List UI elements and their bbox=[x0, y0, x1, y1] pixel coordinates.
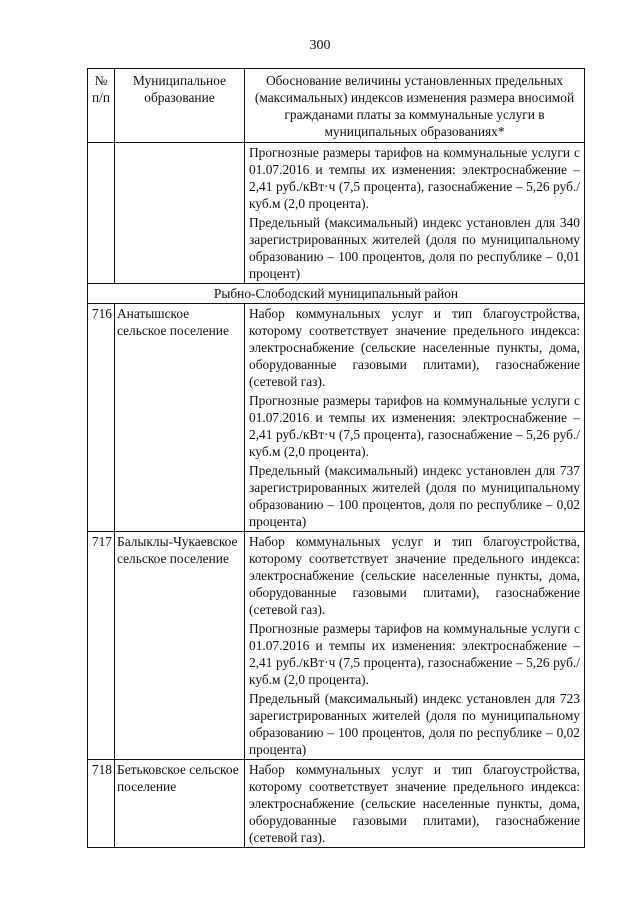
row-basis bbox=[245, 760, 585, 848]
row-municipality: Анатышское сельское поселение bbox=[115, 304, 245, 532]
row-municipality: Балыклы-Чукаевское сельское поселение bbox=[115, 532, 245, 760]
index-paragraph: Предельный (максимальный) индекс установлен для 737 зарегистрированных жителей (доля по муниципальному образованию – 100 процентов, доля по республике – 0,02 процента) bbox=[249, 463, 580, 529]
row-basis bbox=[245, 532, 585, 760]
tariff-paragraph: Прогнозные размеры тарифов на коммунальные услуги с 01.07.2016 и темпы их изменения: электроснабжение – 2,41 руб./кВт·ч (7,5 процента), газоснабжение – 5,26 руб./куб.м (2,0 процента). bbox=[249, 621, 580, 687]
table-row bbox=[88, 760, 585, 848]
row-basis bbox=[245, 304, 585, 532]
page-number: 300 bbox=[309, 38, 331, 53]
region-row bbox=[88, 284, 585, 304]
services-paragraph: Набор коммунальных услуг и тип благоустройства, которому соответствует значение предельного индекса: электроснабжение (сельские населенные пункты, дома, оборудованные газовыми плитами), газоснабжение (сетевой газ). bbox=[249, 306, 580, 389]
continuation-row bbox=[88, 143, 585, 284]
index-paragraph: Предельный (максимальный) индекс установлен для 723 зарегистрированных жителей (доля по муниципальному образованию – 100 процентов, доля по республике – 0,02 процента) bbox=[249, 691, 580, 757]
services-paragraph: Набор коммунальных услуг и тип благоустройства, которому соответствует значение предельного индекса: электроснабжение (сельские населенные пункты, дома, оборудованные газовыми плитами), газоснабжение (сетевой газ). bbox=[249, 762, 580, 845]
table-row bbox=[88, 304, 585, 532]
tariff-index-table bbox=[87, 68, 585, 848]
continuation-muni-cell bbox=[115, 143, 245, 284]
header-number: № п/п bbox=[88, 69, 115, 143]
region-title: Рыбно-Слободский муниципальный район bbox=[88, 284, 585, 304]
services-paragraph: Набор коммунальных услуг и тип благоустройства, которому соответствует значение предельного индекса: электроснабжение (сельские населенные пункты, дома, оборудованные газовыми плитами), газоснабжение (сетевой газ). bbox=[249, 534, 580, 617]
row-municipality: Бетьковское сельское поселение bbox=[115, 760, 245, 848]
row-number: 717 bbox=[88, 532, 115, 760]
table-row bbox=[88, 532, 585, 760]
row-number: 716 bbox=[88, 304, 115, 532]
tariff-paragraph: Прогнозные размеры тарифов на коммунальные услуги с 01.07.2016 и темпы их изменения: электроснабжение – 2,41 руб./кВт·ч (7,5 процента), газоснабжение – 5,26 руб./куб.м (2,0 процента). bbox=[249, 393, 580, 459]
table-header-row bbox=[88, 69, 585, 143]
tariff-paragraph: Прогнозные размеры тарифов на коммунальные услуги с 01.07.2016 и темпы их изменения: электроснабжение – 2,41 руб./кВт·ч (7,5 процента), газоснабжение – 5,26 руб./куб.м (2,0 процента). bbox=[249, 145, 580, 211]
index-paragraph: Предельный (максимальный) индекс установлен для 340 зарегистрированных жителей (доля по муниципальному образованию – 100 процентов, доля по республике – 0,01 процент) bbox=[249, 215, 580, 281]
header-municipality: Муниципальное образование bbox=[115, 69, 245, 143]
header-basis: Обоснование величины установленных предельных (максимальных) индексов изменения размера вносимой гражданами платы за коммунальные услуги в муниципальных образованиях* bbox=[245, 69, 585, 143]
row-number: 718 bbox=[88, 760, 115, 848]
continuation-num-cell bbox=[88, 143, 115, 284]
continuation-basis-cell bbox=[245, 143, 585, 284]
